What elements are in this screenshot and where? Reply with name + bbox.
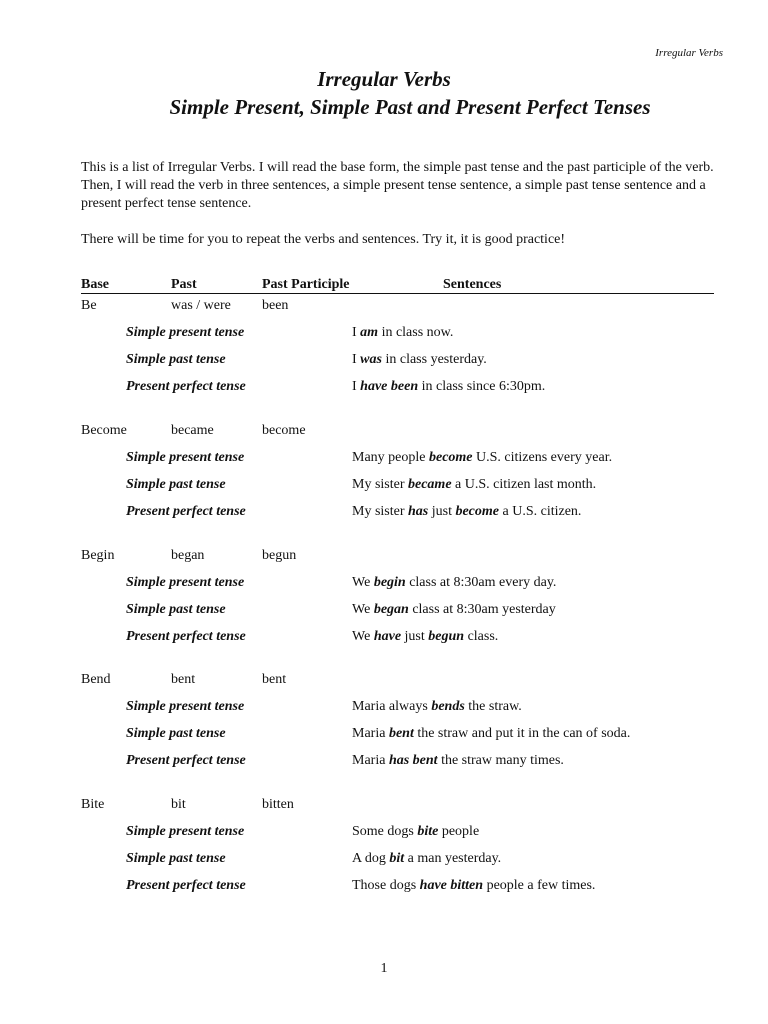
verb-emphasis: am — [360, 325, 379, 340]
example-row — [126, 324, 731, 342]
document-subtitle: Simple Present, Simple Past and Present Perfect Tenses — [169, 95, 651, 119]
practice-paragraph: There will be time for you to repeat the verbs and sentences. Try it, it is good practice! — [81, 232, 566, 247]
sentence-text: Maria always — [352, 699, 432, 714]
verb-base: Begin — [81, 548, 115, 563]
sentence-text: class. — [464, 629, 499, 644]
simple-past-label: Simple past tense — [126, 477, 226, 492]
present-perfect-sentence — [352, 503, 581, 521]
sentence-text: the straw and put it in the can of soda. — [413, 726, 631, 741]
sentence-text: people a few times. — [483, 878, 596, 893]
simple-present-label: Simple present tense — [126, 824, 245, 839]
verb-emphasis: have bitten — [419, 878, 484, 893]
present-perfect-label: Present perfect tense — [126, 379, 246, 394]
example-row — [126, 850, 731, 868]
verb-past: was / were — [171, 298, 231, 313]
sentence-text: My sister — [352, 477, 408, 492]
simple-past-sentence — [352, 601, 556, 619]
simple-past-label: Simple past tense — [126, 851, 226, 866]
verb-emphasis: begin — [373, 575, 406, 590]
example-row — [126, 698, 731, 716]
sentence-text: just — [401, 629, 429, 644]
simple-past-label: Simple past tense — [126, 352, 226, 367]
verb-base: Bite — [81, 797, 105, 812]
verb-participle: been — [262, 298, 289, 313]
verb-emphasis: has bent — [388, 753, 438, 768]
intro-paragraph: This is a list of Irregular Verbs. I will read the base form, the simple past tense and the past participle of the verb. Then, I will read the verb in three sentences, a simple present tense sentence, a simple past tense sentence and a present perfect tense sentence. — [81, 160, 714, 211]
simple-present-sentence — [352, 698, 522, 716]
sentence-text: class at 8:30am yesterday — [408, 602, 556, 617]
verb-emphasis: have — [373, 629, 402, 644]
header-sentences: Sentences — [443, 277, 502, 292]
example-row — [126, 574, 731, 592]
example-row — [126, 476, 731, 494]
verb-participle: become — [262, 423, 306, 438]
example-row — [126, 877, 731, 895]
running-header: Irregular Verbs — [655, 47, 723, 59]
verb-row — [81, 422, 731, 440]
present-perfect-label: Present perfect tense — [126, 629, 246, 644]
header-base: Base — [81, 277, 109, 292]
example-row — [126, 601, 731, 619]
verb-participle: bitten — [262, 797, 294, 812]
sentence-text: We — [352, 575, 374, 590]
example-row — [126, 628, 731, 646]
sentence-text: the straw many times. — [437, 753, 564, 768]
sentence-text: I — [352, 379, 361, 394]
sentence-text: We — [352, 629, 374, 644]
simple-past-label: Simple past tense — [126, 602, 226, 617]
sentence-text: U.S. citizens every year. — [472, 450, 613, 465]
verb-participle: begun — [262, 548, 297, 563]
sentence-text: people — [438, 824, 480, 839]
sentence-text: class at 8:30am every day. — [405, 575, 557, 590]
example-row — [126, 823, 731, 841]
simple-past-sentence — [352, 476, 596, 494]
sentence-text: I — [352, 325, 361, 340]
simple-present-label: Simple present tense — [126, 699, 245, 714]
simple-present-label: Simple present tense — [126, 575, 245, 590]
verb-emphasis: bends — [431, 699, 465, 714]
verb-row — [81, 297, 731, 315]
example-row — [126, 378, 731, 396]
verb-emphasis: was — [360, 352, 382, 367]
simple-present-label: Simple present tense — [126, 450, 245, 465]
present-perfect-label: Present perfect tense — [126, 504, 246, 519]
sentence-text: a U.S. citizen last month. — [451, 477, 597, 492]
simple-past-sentence — [352, 725, 630, 743]
sentence-text: the straw. — [464, 699, 522, 714]
verb-past: bent — [171, 672, 196, 687]
verb-past: bit — [171, 797, 186, 812]
document-title: Irregular Verbs — [317, 67, 451, 91]
simple-present-sentence — [352, 449, 612, 467]
verb-row — [81, 547, 731, 565]
simple-past-label: Simple past tense — [126, 726, 226, 741]
example-row — [126, 752, 731, 770]
simple-present-sentence — [352, 324, 453, 342]
verb-participle: bent — [262, 672, 287, 687]
example-row — [126, 449, 731, 467]
header-past-participle: Past Participle — [262, 277, 350, 292]
verb-emphasis: become — [428, 450, 473, 465]
simple-past-sentence — [352, 850, 501, 868]
example-row — [126, 725, 731, 743]
example-row — [126, 351, 731, 369]
simple-present-label: Simple present tense — [126, 325, 245, 340]
present-perfect-sentence — [352, 378, 545, 396]
sentence-text: a U.S. citizen. — [499, 504, 582, 519]
table-header — [81, 277, 714, 294]
verb-emphasis: have been — [360, 379, 419, 394]
simple-past-sentence — [352, 351, 487, 369]
sentence-text: in class since 6:30pm. — [418, 379, 546, 394]
verb-row — [81, 671, 731, 689]
page-number: 1 — [380, 961, 388, 976]
verb-emphasis: bite — [417, 824, 439, 839]
verb-base: Be — [81, 298, 97, 313]
verb-emphasis: became — [408, 477, 452, 492]
header-past: Past — [171, 277, 197, 292]
verb-emphasis: become — [455, 504, 499, 519]
simple-present-sentence — [352, 823, 479, 841]
example-row — [126, 503, 731, 521]
verb-past: began — [171, 548, 205, 563]
sentence-text: in class now. — [378, 325, 454, 340]
verb-emphasis: has — [408, 504, 429, 519]
sentence-text: a man yesterday. — [404, 851, 502, 866]
verb-base: Bend — [81, 672, 111, 687]
sentence-text: We — [352, 602, 374, 617]
sentence-text: I — [352, 352, 361, 367]
verb-emphasis: began — [373, 602, 409, 617]
simple-present-sentence — [352, 574, 556, 592]
verb-emphasis: bit — [389, 851, 405, 866]
sentence-text: My sister — [352, 504, 408, 519]
sentence-text: Those dogs — [352, 878, 420, 893]
sentence-text: Many people — [352, 450, 429, 465]
present-perfect-sentence — [352, 628, 498, 646]
sentence-text: Maria — [352, 753, 389, 768]
verb-base: Become — [81, 423, 127, 438]
present-perfect-sentence — [352, 752, 564, 770]
sentence-text: in class yesterday. — [381, 352, 487, 367]
verb-emphasis: bent — [388, 726, 414, 741]
present-perfect-sentence — [352, 877, 595, 895]
verb-row — [81, 796, 731, 814]
present-perfect-label: Present perfect tense — [126, 878, 246, 893]
sentence-text: Some dogs — [352, 824, 418, 839]
sentence-text: Maria — [352, 726, 389, 741]
sentence-text: A dog — [352, 851, 390, 866]
sentence-text: just — [428, 504, 456, 519]
verb-emphasis: begun — [428, 629, 465, 644]
verb-past: became — [171, 423, 214, 438]
present-perfect-label: Present perfect tense — [126, 753, 246, 768]
